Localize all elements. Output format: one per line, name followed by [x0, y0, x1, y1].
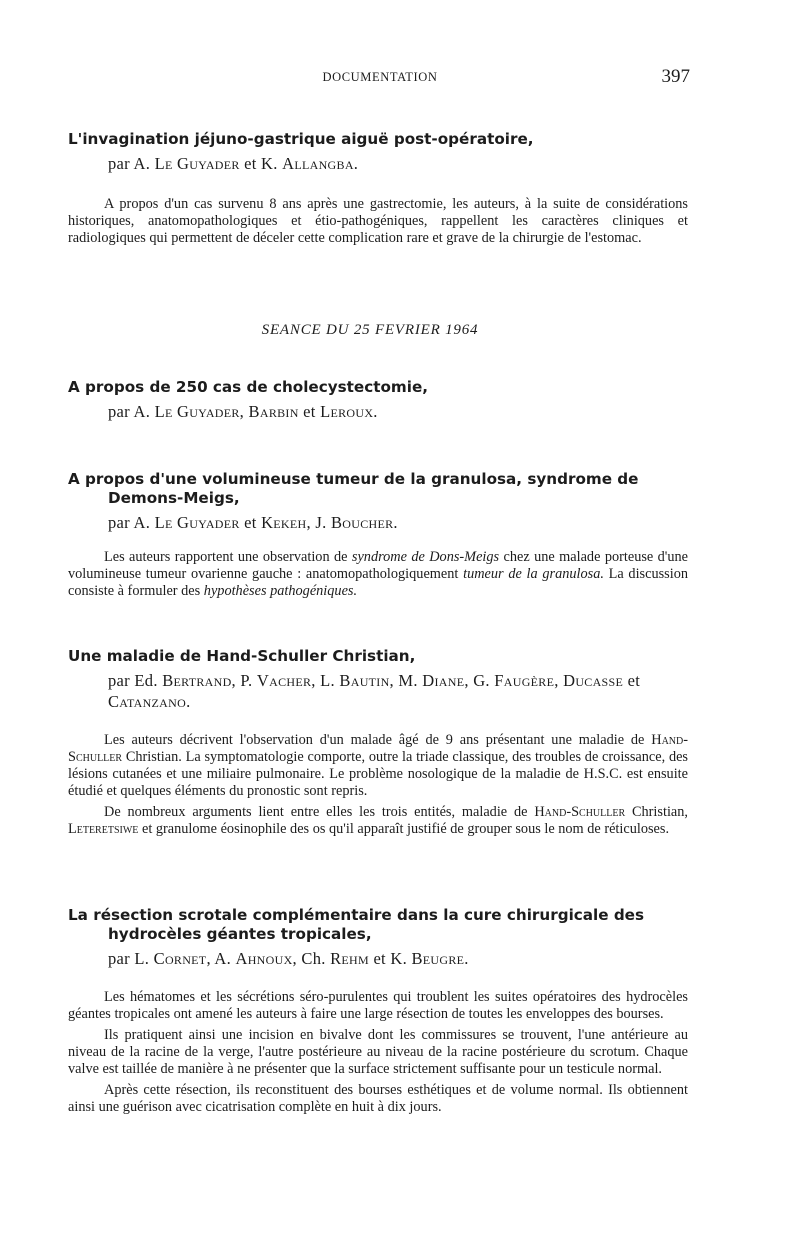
article-byline — [108, 153, 688, 174]
abstract-text: Christian, — [631, 804, 688, 820]
title-line: La résection scrotale complémentaire dans la cure chirurgicale des — [68, 906, 645, 924]
author-initial: G. — [473, 671, 490, 690]
byline-prefix: par A. — [108, 154, 151, 173]
byline-conjunction: et — [627, 671, 641, 690]
abstract-text: et granulome éosinophile des os qu'il apparaît justifié de grouper sous le nom de réticuloses. — [141, 821, 670, 837]
abstract-small-caps: Hand-Schuller — [68, 732, 689, 765]
page-number: 397 — [661, 66, 690, 87]
article-byline — [108, 401, 688, 422]
author-name: Faugère, — [494, 671, 559, 690]
byline-conjunction: et K. — [373, 949, 408, 968]
article-byline — [108, 670, 688, 712]
abstract-text: chez une malade porteuse d'une volumineuse tumeur ovarienne gauche : anatomopathologiquement — [68, 549, 689, 582]
author-name: Le Guyader — [154, 513, 240, 532]
article-title: Une maladie de Hand-Schuller Christian, — [68, 647, 416, 665]
running-title: DOCUMENTATION — [322, 70, 438, 84]
byline-conjunction: et — [244, 513, 257, 532]
author-name: Allangba. — [282, 154, 359, 173]
byline-prefix: par A. — [108, 402, 151, 421]
author-name: Boucher. — [330, 513, 398, 532]
author-name: Le Guyader, — [154, 402, 245, 421]
article-cholecystectomie — [68, 378, 688, 422]
article-title — [68, 470, 688, 508]
byline-prefix: par L. — [108, 949, 150, 968]
author-name: Ducasse — [563, 671, 624, 690]
byline-prefix: par A. — [108, 513, 151, 532]
abstract-text: De nombreux arguments lient entre elles les trois entités, maladie de — [104, 804, 528, 820]
article-abstract — [68, 549, 688, 600]
author-name: Vacher, — [256, 671, 316, 690]
author-name: Bertrand, — [162, 671, 236, 690]
article-granulosa — [68, 470, 688, 600]
article-abstract — [68, 196, 688, 247]
byline-prefix: par Ed. — [108, 671, 158, 690]
title-line: Demons-Meigs, — [108, 489, 240, 507]
abstract-paragraph: Ils pratiquent ainsi une incision en bivalve dont les commissures se trouvent, l'une antérieure au niveau de la racine de la verge, l'autre postérieure au niveau de la racine postérieure du scrotum. Chaque valve est taillée de manière à ne présenter que la surface strictement suffisante pour un testicule normal. — [68, 1027, 688, 1077]
abstract-paragraph: Après cette résection, ils reconstituent des bourses esthétiques et de volume normal. Ils obtiennent ainsi une guérison avec cicatrisation complète en huit à dix jours. — [68, 1082, 688, 1115]
abstract-paragraph: A propos d'un cas survenu 8 ans après une gastrectomie, les auteurs, à la suite de considérations historiques, anatomopathologiques et étio-pathogéniques, rappellent les caractères cliniques et radiologiques qui permettent de déceler cette complication rare et grave de la chirurgie de l'estomac. — [68, 196, 688, 246]
author-name: Catanzano. — [108, 692, 191, 711]
session-heading: SEANCE DU 25 FEVRIER 1964 — [261, 322, 479, 338]
abstract-emphasis: hypothèses pathogéniques. — [203, 583, 358, 599]
abstract-paragraph — [68, 549, 688, 600]
author-name: Diane, — [422, 671, 469, 690]
running-header — [0, 66, 800, 90]
article-byline — [108, 948, 688, 969]
abstract-emphasis: tumeur de la granulosa. — [463, 566, 604, 582]
author-initial: J. — [315, 513, 327, 532]
byline-conjunction: et — [303, 402, 316, 421]
article-resection-scrotale — [68, 906, 688, 1116]
author-initial: L. — [320, 671, 335, 690]
byline-conjunction: et K. — [244, 154, 278, 173]
author-name: Beugre. — [411, 949, 469, 968]
author-name: Bautin, — [339, 671, 394, 690]
author-name: Kekeh, — [261, 513, 311, 532]
title-line: hydrocèles géantes tropicales, — [108, 925, 372, 943]
abstract-text: Christian. La symptomatologie comporte, outre la triade classique, des troubles de croissance, des lésions cutanées et une miliaire pulmonaire. Le problème nosologique de la maladie de H.S.C. est ensuite étudié et quelques éléments du pronostic sont repris. — [68, 749, 689, 799]
article-abstract — [68, 989, 688, 1116]
article-hand-schuller — [68, 647, 688, 838]
author-name: Leroux. — [320, 402, 378, 421]
author-name: Barbin — [248, 402, 299, 421]
author-initial: Ch. — [301, 949, 326, 968]
article-title: A propos de 250 cas de cholecystectomie, — [68, 378, 429, 396]
author-initial: A. — [214, 949, 232, 968]
author-initial: M. — [398, 671, 418, 690]
abstract-text: La discussion consiste à formuler des — [68, 566, 689, 599]
abstract-paragraph — [68, 804, 688, 838]
article-byline — [108, 512, 688, 533]
author-name: Le Guyader — [154, 154, 240, 173]
abstract-text: Les auteurs rapportent une observation de — [104, 549, 348, 565]
abstract-paragraph: Les hématomes et les sécrétions séro-purulentes qui troublent les suites opératoires des hydrocèles géantes tropicales ont amené les auteurs à faire une large résection de toutes les enveloppes des bourses. — [68, 989, 688, 1022]
title-line: A propos d'une volumineuse tumeur de la granulosa, syndrome de — [68, 470, 639, 488]
article-abstract — [68, 732, 688, 838]
abstract-paragraph — [68, 732, 688, 800]
abstract-small-caps: Leteretsiwe — [68, 821, 139, 837]
abstract-text: Les auteurs décrivent l'observation d'un malade âgé de 9 ans présentant une maladie de — [104, 732, 645, 748]
article-title: L'invagination jéjuno-gastrique aiguë post-opératoire, — [68, 130, 534, 148]
abstract-small-caps: Hand-Schuller — [534, 804, 626, 820]
author-name: Cornet, — [153, 949, 211, 968]
author-name: Ahnoux, — [235, 949, 297, 968]
abstract-emphasis: syndrome de Dons-Meigs — [351, 549, 500, 565]
article-title — [68, 906, 688, 944]
author-name: Rehm — [330, 949, 369, 968]
author-initial: P. — [240, 671, 253, 690]
article-invagination — [68, 130, 688, 247]
